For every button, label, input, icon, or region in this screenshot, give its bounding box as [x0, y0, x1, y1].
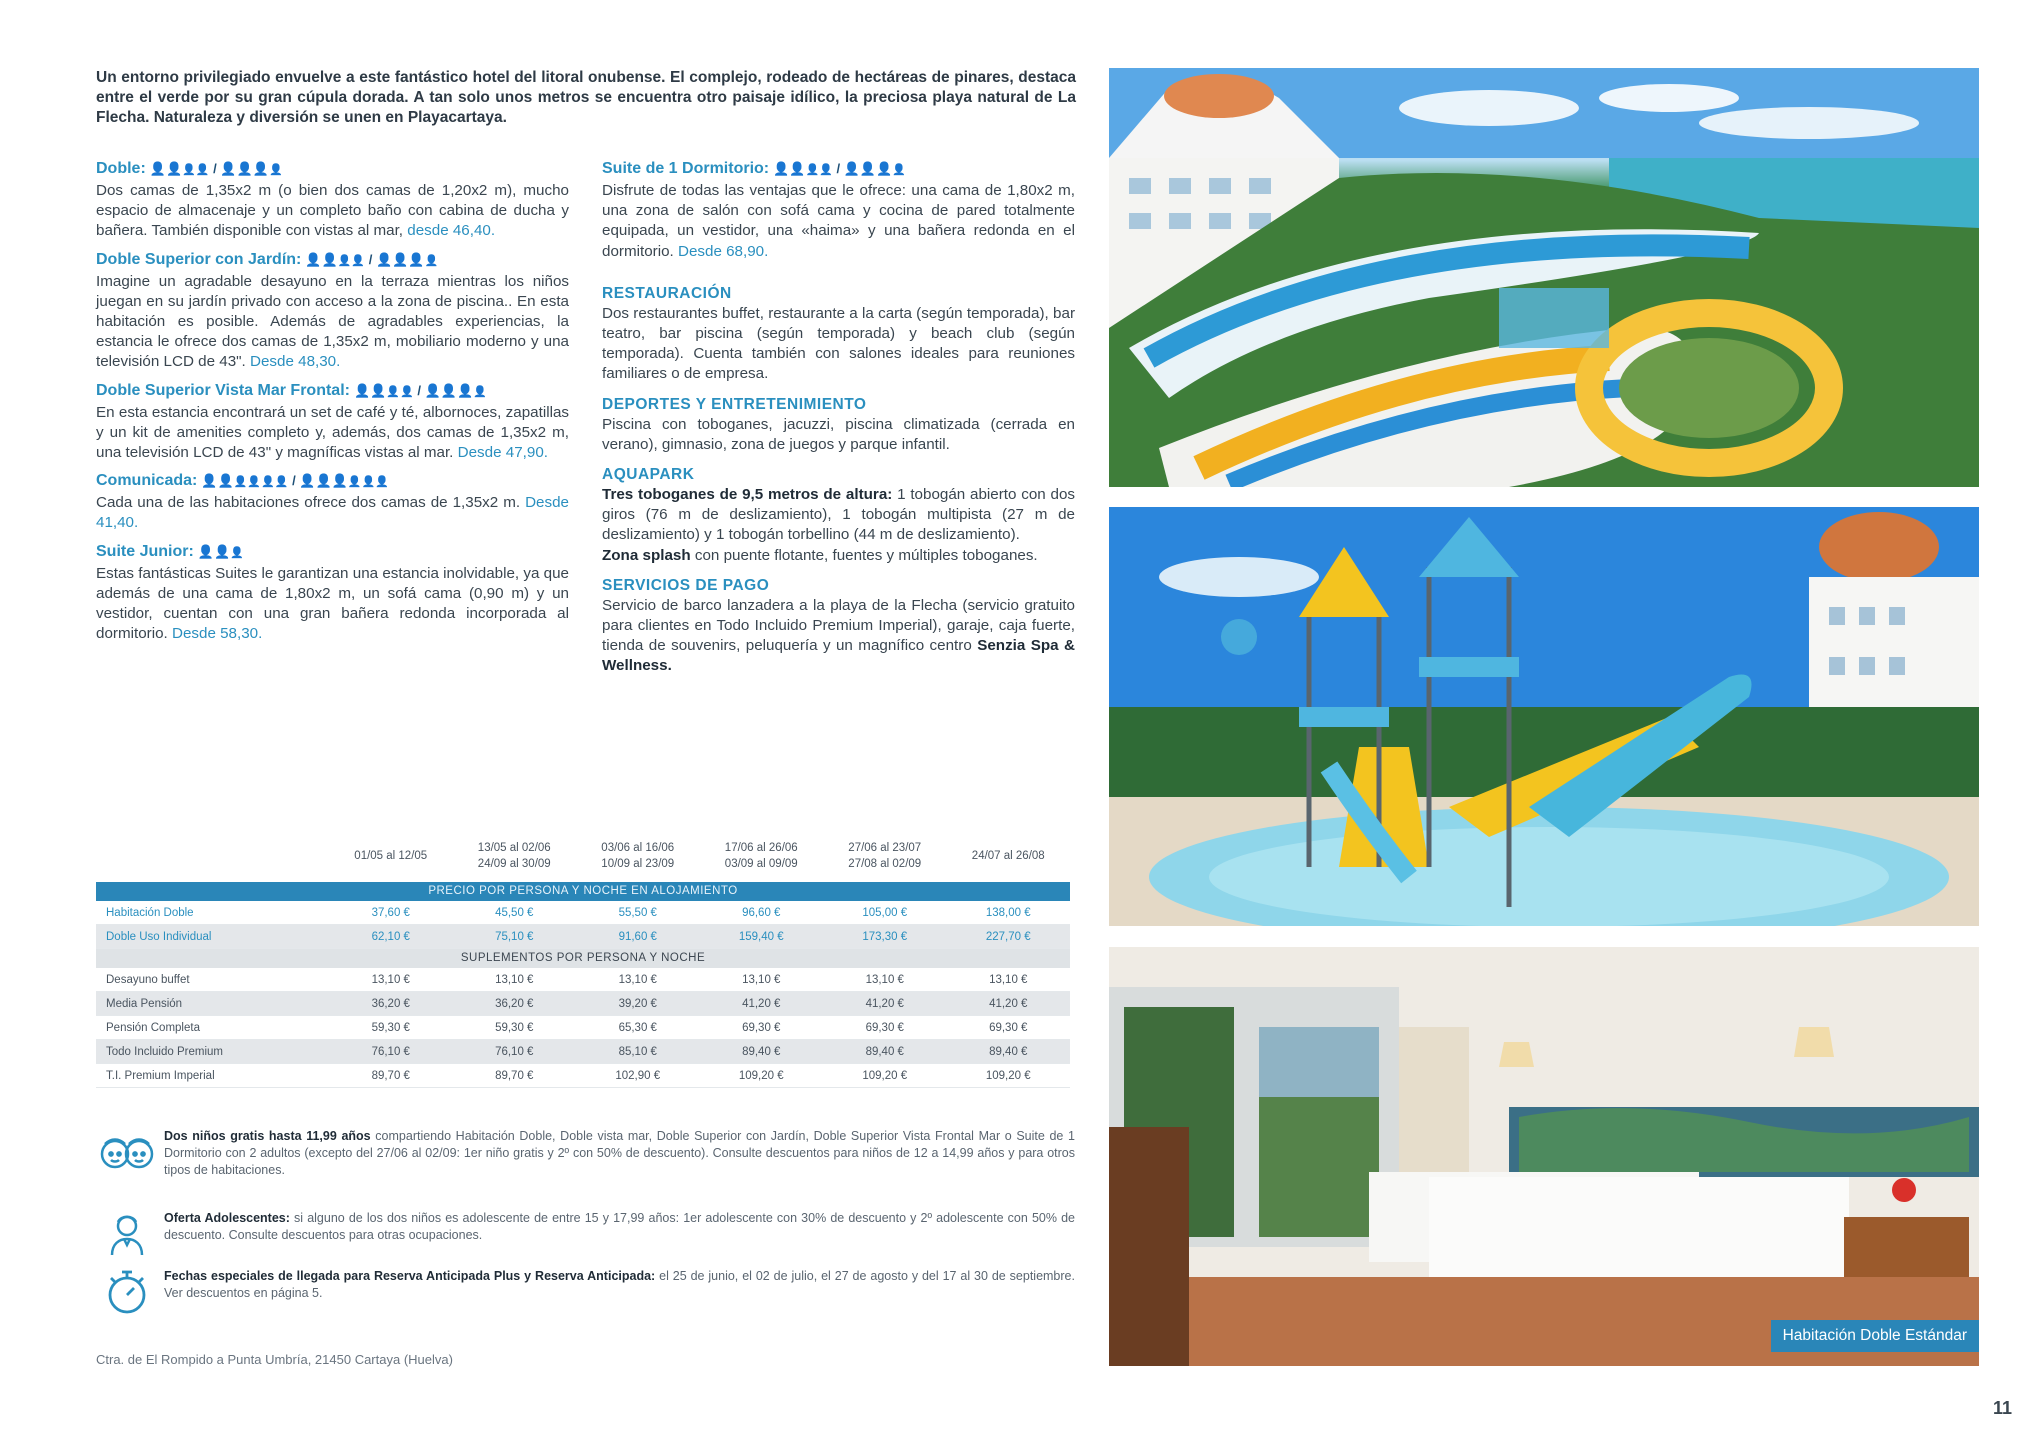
date-header: 03/06 al 16/06 10/09 al 23/09	[601, 842, 675, 870]
section-text: Dos restaurantes buffet, restaurante a la carta (según temporada), bar teatro, bar piscina (según temporada) y beach club (según temporada). Cuenta también con salones ideales para reuniones familiares o de empresa.	[602, 304, 1075, 383]
price-cell: 173,30 €	[862, 930, 908, 943]
price-cell: 105,00 €	[862, 906, 908, 919]
price-cell: 65,30 €	[618, 1021, 657, 1034]
table-row	[96, 968, 1070, 992]
room-suite-1-dormitorio	[602, 158, 1075, 262]
row-label: Desayuno buffet	[106, 973, 190, 986]
spa-highlight: Senzia Spa & Wellness.	[602, 637, 1075, 675]
price-cell: 13,10 €	[865, 973, 904, 986]
price-table	[96, 832, 1070, 1088]
price-cell: 36,20 €	[495, 997, 534, 1010]
occupancy-icon: 👤👤👤👤 / 👤👤👤👤	[305, 251, 439, 267]
note-special-dates	[90, 1268, 1075, 1316]
room-price: Desde 58,30.	[171, 625, 263, 643]
room-text: En esta estancia encontrará un set de café y té, albornoces, zapatillas y un kit de amenities completo y, además, dos camas de 1,35x2 m, una televisión LCD de 43" y magníficas vistas al mar.	[96, 403, 569, 462]
price-cell: 76,10 €	[495, 1045, 534, 1058]
room-price: Desde 68,90.	[677, 242, 769, 260]
table-row	[96, 1016, 1070, 1040]
section-aquapark	[602, 465, 1075, 566]
room-price: desde 46,40.	[407, 222, 496, 240]
teenager-icon	[90, 1210, 164, 1258]
price-cell: 37,60 €	[371, 906, 410, 919]
aquapark-highlight: Tres toboganes de 9,5 metros de altura:	[602, 486, 893, 504]
price-cell: 76,10 €	[371, 1045, 410, 1058]
photo-splash-zone	[1109, 507, 1979, 926]
occupancy-icon: 👤👤👤👤 / 👤👤👤👤	[773, 161, 907, 176]
room-price: Desde 48,30.	[250, 353, 341, 371]
price-cell: 69,30 €	[865, 1021, 904, 1034]
table-row	[96, 925, 1070, 949]
note-title: Oferta Adolescentes:	[164, 1211, 290, 1225]
price-cell: 13,10 €	[742, 973, 781, 986]
room-doble-superior-vista-mar	[96, 380, 569, 464]
room-text: Dos camas de 1,35x2 m (o bien dos camas de 1,20x2 m), mucho espacio de almacenaje y un completo baño con cabina de ducha y bañera. También disponible con vistas al mar,	[96, 182, 569, 240]
rooms-column	[96, 158, 569, 651]
date-header: 27/06 al 23/07 27/08 al 02/09	[848, 842, 922, 870]
table-header	[96, 832, 1070, 880]
stopwatch-icon	[90, 1268, 164, 1316]
children-icon	[90, 1128, 164, 1176]
section-servicios	[602, 576, 1075, 677]
occupancy-icon: 👤👤👤	[197, 543, 244, 559]
room-title: Suite Junior:	[96, 542, 194, 560]
note-text: si alguno de los dos niños es adolescente de entre 15 y 17,99 años: 1er adolescente con 30% de descuento y 2º adolescente con 50% de descuento. Consulte descuentos para otras ocupaciones.	[164, 1211, 1075, 1242]
section-text: 1 tobogán abierto con dos giros (76 m de deslizamiento), 1 tobogán multipista (27 m de deslizamiento) y 1 tobogán torbellino (44 m de deslizamiento).	[602, 486, 1075, 544]
room-suite-junior	[96, 541, 569, 645]
price-cell: 89,40 €	[742, 1045, 781, 1058]
room-title: Comunicada:	[96, 472, 198, 490]
photo-water-slides	[1109, 68, 1979, 487]
price-cell: 75,10 €	[495, 930, 534, 943]
price-cell: 45,50 €	[495, 906, 534, 919]
table-row	[96, 992, 1070, 1016]
price-cell: 69,30 €	[989, 1021, 1028, 1034]
date-header: 01/05 al 12/05	[354, 850, 428, 862]
splash-highlight: Zona splash	[602, 546, 691, 564]
date-header: 24/07 al 26/08	[971, 850, 1045, 862]
price-cell: 55,50 €	[618, 906, 657, 919]
section-title: RESTAURACIÓN	[602, 284, 732, 302]
room-text: Disfrute de todas las ventajas que le ofrece: una cama de 1,80x2 m, una zona de salón con sofá cama y cocina de pared totalmente equipada, un vestidor, una «haima» y una bañera redonda en el dormitorio.	[602, 182, 1075, 260]
price-cell: 62,10 €	[371, 930, 410, 943]
price-cell: 89,40 €	[865, 1045, 904, 1058]
room-doble-superior-jardin	[96, 249, 569, 373]
price-cell: 36,20 €	[371, 997, 410, 1010]
note-title: Fechas especiales de llegada para Reserva Anticipada Plus y Reserva Anticipada:	[164, 1269, 656, 1283]
price-cell: 89,70 €	[495, 1069, 534, 1082]
section-text: con puente flotante, fuentes y múltiples toboganes.	[694, 546, 1038, 564]
price-cell: 159,40 €	[738, 930, 784, 943]
price-cell: 59,30 €	[495, 1021, 534, 1034]
services-column	[602, 158, 1075, 679]
section-title: SERVICIOS DE PAGO	[602, 576, 770, 594]
price-cell: 96,60 €	[742, 906, 781, 919]
price-cell: 13,10 €	[989, 973, 1028, 986]
price-cell: 91,60 €	[618, 930, 657, 943]
note-text: el 25 de junio, el 02 de julio, el 27 de agosto y del 17 al 30 de septiembre. Ver descuentos en página 5.	[164, 1269, 1075, 1300]
hotel-address: Ctra. de El Rompido a Punta Umbría, 21450 Cartaya (Huelva)	[96, 1352, 453, 1367]
page-number: 11	[1992, 1398, 2012, 1418]
section-title: DEPORTES Y ENTRETENIMIENTO	[602, 395, 867, 413]
price-cell: 69,30 €	[742, 1021, 781, 1034]
section-title: AQUAPARK	[602, 466, 695, 484]
room-title: Doble Superior con Jardín:	[96, 250, 302, 268]
date-header: 13/05 al 02/06 24/09 al 30/09	[477, 842, 551, 870]
room-text: Imagine un agradable desayuno en la terraza mientras los niños juegan en su jardín privado con acceso a la zona de piscina.. En esta habitación es posible. Además de agradables experiencias, la estancia le ofrece dos camas de 1,35x2 m, mobiliario moderno y una televisión LCD de 43".	[96, 272, 569, 371]
occupancy-icon: 👤👤👤👤👤👤 / 👤👤👤👤👤👤	[201, 473, 390, 489]
table-band-accommodation: PRECIO POR PERSONA Y NOCHE EN ALOJAMIENTO	[96, 882, 1070, 901]
room-comunicada	[96, 470, 569, 533]
section-text: Piscina con toboganes, jacuzzi, piscina climatizada (cerrada en verano), gimnasio, zona de juegos y parque infantil.	[602, 415, 1075, 453]
room-title: Doble Superior Vista Mar Frontal:	[96, 381, 350, 399]
room-text: Cada una de las habitaciones ofrece dos camas de 1,35x2 m.	[96, 494, 521, 512]
date-header: 17/06 al 26/06 03/09 al 09/09	[724, 842, 798, 870]
price-cell: 13,10 €	[618, 973, 657, 986]
occupancy-icon: 👤👤👤👤 / 👤👤👤👤	[149, 161, 283, 176]
row-label: T.I. Premium Imperial	[106, 1069, 215, 1082]
section-restauracion	[602, 284, 1075, 385]
occupancy-icon: 👤👤👤👤 / 👤👤👤👤	[353, 382, 487, 398]
note-text: compartiendo Habitación Doble, Doble vista mar, Doble Superior con Jardín, Doble Superior Vista Frontal Mar o Suite de 1 Dormitorio con 2 adultos (excepto del 27/06 al 02/09: 1er niño gratis y 2º con 50% de descuento). Consulte descuentos para niños de 12 a 14,99 años y para otros tipos de habitaciones.	[164, 1129, 1075, 1177]
photo-double-room	[1109, 947, 1979, 1366]
price-cell: 89,40 €	[989, 1045, 1028, 1058]
section-text: Servicio de barco lanzadera a la playa de la Flecha (servicio gratuito para clientes en Todo Incluido Premium Imperial), garaje, caja fuerte, tienda de souvenirs, peluquería y un magnífico centro	[602, 596, 1075, 655]
row-label: Todo Incluido Premium	[106, 1045, 223, 1058]
price-cell: 13,10 €	[371, 973, 410, 986]
room-doble	[96, 158, 569, 242]
price-cell: 227,70 €	[985, 930, 1031, 943]
row-label: Media Pensión	[106, 997, 183, 1010]
row-label: Pensión Completa	[106, 1021, 200, 1034]
price-cell: 89,70 €	[371, 1069, 410, 1082]
room-text: Estas fantásticas Suites le garantizan una estancia inolvidable, ya que además de una cama de 1,80x2 m, un sofá cama (0,90 m) y un vestidor, cuentan con una gran bañera redonda incorporada al dormitorio.	[96, 564, 569, 643]
photo-caption: Habitación Doble Estándar	[1771, 1320, 1979, 1352]
row-label: Doble Uso Individual	[106, 930, 212, 943]
room-title: Doble:	[96, 160, 146, 177]
price-cell: 59,30 €	[371, 1021, 410, 1034]
table-row	[96, 1064, 1070, 1088]
section-deportes	[602, 395, 1075, 455]
price-cell: 41,20 €	[989, 997, 1028, 1010]
price-cell: 109,20 €	[985, 1069, 1031, 1082]
price-cell: 13,10 €	[495, 973, 534, 986]
room-price: Desde 47,90.	[457, 444, 548, 462]
note-teenagers	[90, 1210, 1075, 1258]
price-cell: 109,20 €	[862, 1069, 908, 1082]
note-children	[90, 1128, 1075, 1179]
note-title: Dos niños gratis hasta 11,99 años	[164, 1129, 371, 1143]
price-cell: 41,20 €	[742, 997, 781, 1010]
room-price: Desde 41,40.	[96, 494, 569, 532]
price-cell: 85,10 €	[618, 1045, 657, 1058]
table-row	[96, 1040, 1070, 1064]
table-band-supplements: SUPLEMENTOS POR PERSONA Y NOCHE	[96, 949, 1070, 968]
row-label: Habitación Doble	[106, 906, 194, 919]
price-cell: 138,00 €	[985, 906, 1031, 919]
room-title: Suite de 1 Dormitorio:	[602, 160, 770, 177]
intro-paragraph: Un entorno privilegiado envuelve a este fantástico hotel del litoral onubense. El complejo, rodeado de hectáreas de pinares, destaca entre el verde por su gran cúpula dorada. A tan solo unos metros se encuentra otro paisaje idílico, la preciosa playa natural de La Flecha. Naturaleza y diversión se unen en Playacartaya.	[96, 69, 1076, 126]
price-cell: 41,20 €	[865, 997, 904, 1010]
table-row	[96, 901, 1070, 925]
price-cell: 39,20 €	[618, 997, 657, 1010]
price-cell: 109,20 €	[738, 1069, 784, 1082]
price-cell: 102,90 €	[615, 1069, 661, 1082]
